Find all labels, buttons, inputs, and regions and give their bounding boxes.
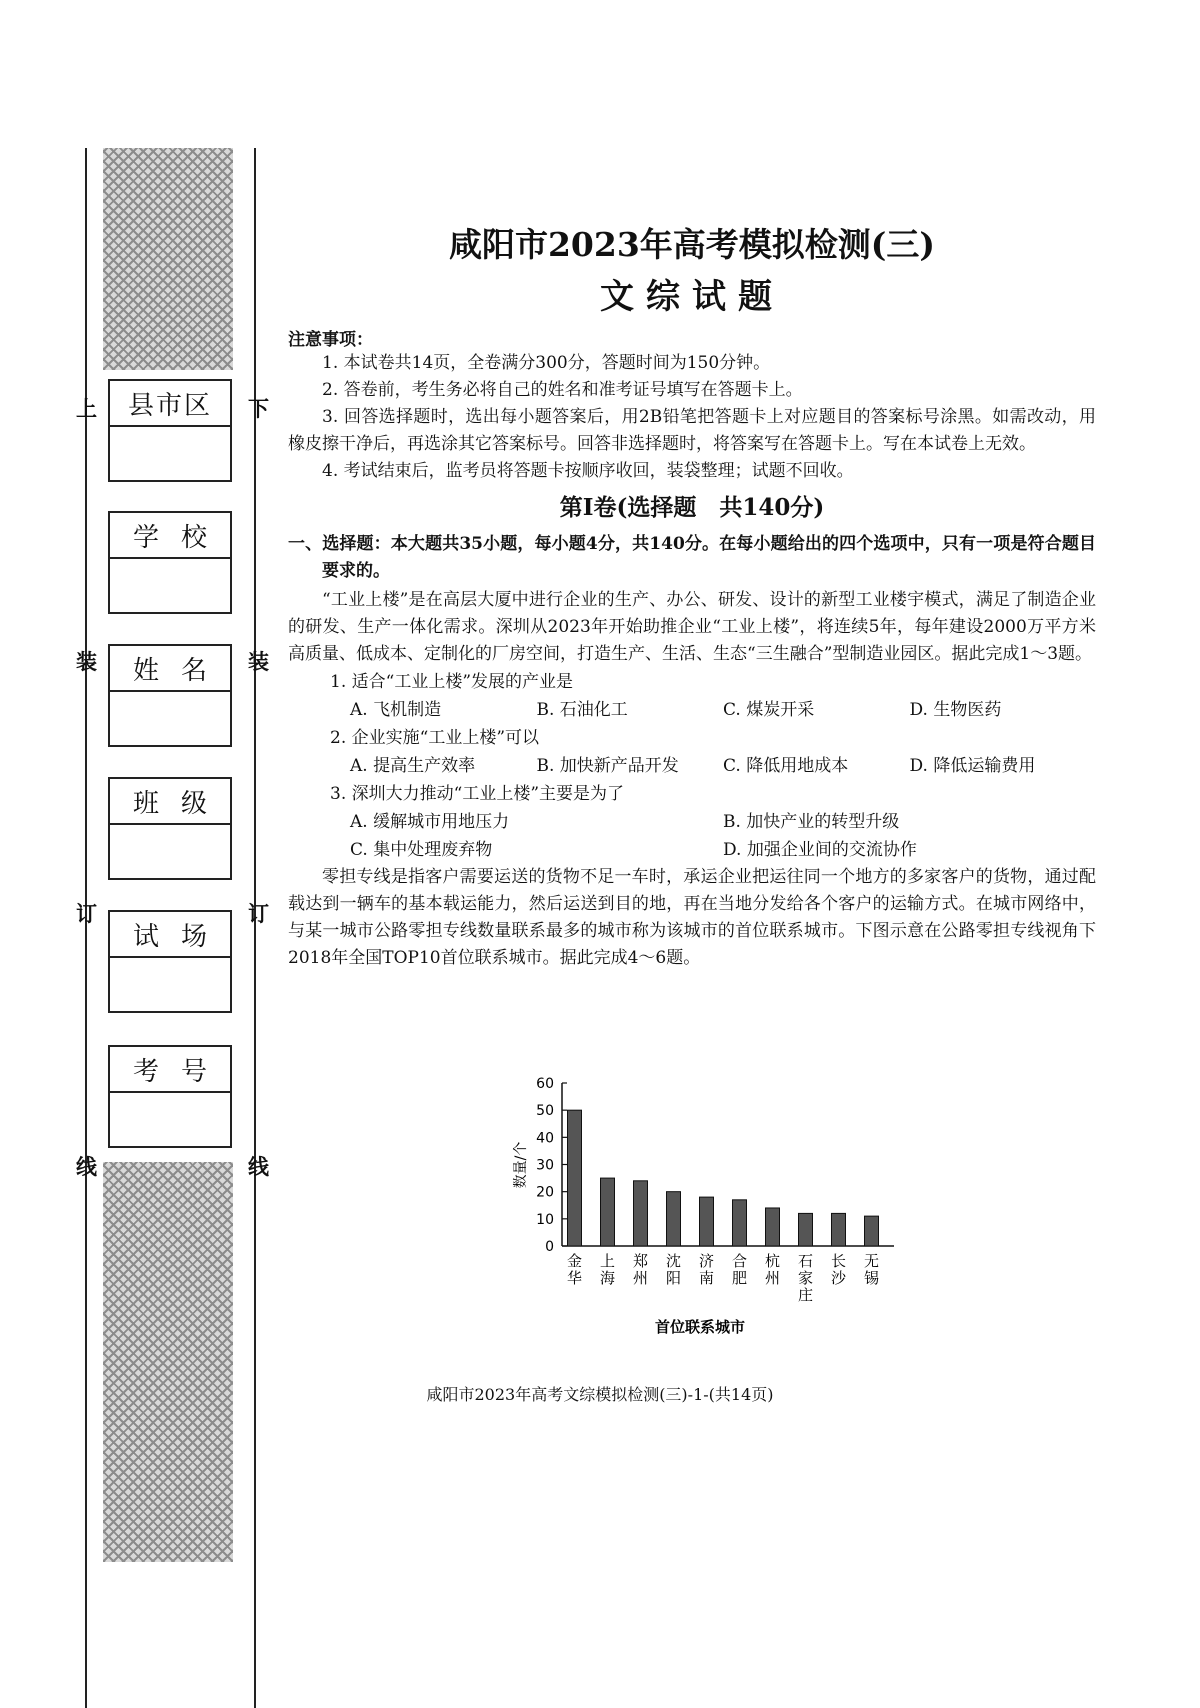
chart-category-label: 石家庄 [797,1252,814,1304]
chart-bars [568,1110,879,1246]
page-subtitle: 文综试题 [600,277,784,317]
side-label-xian-left: 线 [76,1154,97,1179]
page-title: 咸阳市2023年高考模拟检测(三) [448,225,936,264]
chart-y-tick-label: 0 [545,1239,554,1255]
chart-bar [700,1197,714,1246]
question-3-option-b[interactable]: B. 加快产业的转型升级 [723,812,900,832]
chart-y-tick-label: 40 [536,1130,554,1147]
chart-bar [733,1200,747,1246]
hatch-pattern-top [103,148,233,370]
section-instruction: 一、选择题：本大题共35小题，每小题4分，共140分。在每小题给出的四个选项中，只有一项是符合题目要求的。 [288,534,1096,581]
passage-2: 零担专线是指客户需要运送的货物不足一车时，承运企业把运往同一个地方的多家客户的货物，通过配载达到一辆车的基本载运能力，然后运送到目的地，再在当地分发给各个客户的运输方式。在城市网络中，与某一城市公路零担专线数量联系最多的城市称为该城市的首位联系城市。下图示意在公路零担专线视角下2018年全国TOP10首位联系城市。据此完成4～6题。 [288,867,1096,968]
note-item-2: 2. 答卷前，考生务必将自己的姓名和准考证号填写在答题卡上。 [322,380,803,400]
note-item-3: 3. 回答选择题时，选出每小题答案后，用2B铅笔把答题卡上对应题目的答案标号涂黑。如需改动，用橡皮擦干净后，再选涂其它答案标号。回答非选择题时，将答案写在答题卡上。写在本试卷上无效。 [288,407,1096,454]
chart-bar [799,1213,813,1246]
chart-y-tick-label: 50 [536,1103,554,1120]
side-label-zhuang-right: 装 [248,649,269,674]
question-1-option-a[interactable]: A. 飞机制造 [350,700,442,720]
chart-y-axis-label: 数量/个 [513,1141,529,1189]
field-county-label: 县市区 [110,381,230,427]
chart-category-label: 金华 [566,1252,583,1287]
side-label-ding-left: 订 [76,901,97,926]
field-class-label: 班级 [110,779,230,825]
chart-category-label: 无锡 [863,1252,880,1287]
hatch-pattern-bottom [103,1162,233,1562]
field-exam-number-label: 考号 [110,1047,230,1093]
chart-bar [667,1192,681,1246]
field-name [108,644,232,747]
field-county [108,379,232,482]
question-3-options-row-1 [288,808,1096,836]
chart-bar [865,1216,879,1246]
question-2-option-a[interactable]: A. 提高生产效率 [350,756,476,776]
notes-heading: 注意事项： [288,330,373,350]
chart-y-tick-label: 60 [536,1076,554,1092]
side-label-shang: 上 [76,396,97,421]
field-exam-room-input[interactable] [110,958,230,1011]
question-2-option-c[interactable]: C. 降低用地成本 [723,756,849,776]
field-class-input[interactable] [110,825,230,878]
field-name-label: 姓名 [110,646,230,692]
question-3-options-row-2 [288,836,1096,864]
question-3-option-d[interactable]: D. 加强企业间的交流协作 [723,840,917,860]
side-label-ding-right: 订 [248,901,269,926]
side-label-zhuang-left: 装 [76,649,97,674]
field-exam-number-input[interactable] [110,1093,230,1146]
chart-category-label: 长沙 [830,1252,847,1287]
field-exam-number [108,1045,232,1148]
field-county-input[interactable] [110,427,230,480]
field-exam-room-label: 试场 [110,912,230,958]
field-school-input[interactable] [110,559,230,612]
binding-line-left [85,148,87,1708]
chart-bar [601,1178,615,1246]
question-3-option-a[interactable]: A. 缓解城市用地压力 [350,812,510,832]
bar-chart-svg [500,1070,920,1340]
chart-y-tick-label: 10 [536,1211,554,1228]
chart-category-labels [567,1252,879,1304]
note-item-1: 1. 本试卷共14页，全卷满分300分，答题时间为150分钟。 [322,353,771,373]
question-1-stem: 1. 适合“工业上楼”发展的产业是 [330,672,574,692]
section-title: 第Ⅰ卷(选择题 共140分) [559,494,825,521]
chart-category-label: 郑州 [632,1252,649,1287]
bar-chart [500,1070,920,1340]
chart-y-tick-label: 30 [536,1157,554,1174]
chart-bar [832,1213,846,1246]
chart-y-tick-label: 20 [536,1184,554,1201]
chart-category-label: 济南 [698,1252,715,1287]
question-2-option-d[interactable]: D. 降低运输费用 [909,756,1036,776]
field-class [108,777,232,880]
field-name-input[interactable] [110,692,230,745]
chart-x-axis-label: 首位联系城市 [654,1318,746,1336]
question-1-option-d[interactable]: D. 生物医药 [909,700,1002,720]
question-3-stem: 3. 深圳大力推动“工业上楼”主要是为了 [330,784,625,804]
chart-category-label: 合肥 [731,1252,748,1287]
chart-bar [634,1181,648,1246]
question-2-options [288,752,1096,780]
question-1-options [288,696,1096,724]
chart-category-label: 沈阳 [665,1252,682,1287]
page-footer: 咸阳市2023年高考文综模拟检测(三)-1-(共14页) [426,1385,774,1404]
field-exam-room [108,910,232,1013]
question-2-stem: 2. 企业实施“工业上楼”可以 [330,728,540,748]
main-content [288,220,1096,972]
question-3-option-c[interactable]: C. 集中处理废弃物 [350,840,493,860]
chart-category-label: 上海 [599,1252,616,1287]
field-school-label: 学校 [110,513,230,559]
question-2-option-b[interactable]: B. 加快新产品开发 [536,756,679,776]
chart-bar [568,1110,582,1246]
question-1-option-c[interactable]: C. 煤炭开采 [723,700,815,720]
field-school [108,511,232,614]
note-item-4: 4. 考试结束后，监考员将答题卡按顺序收回，装袋整理；试题不回收。 [322,461,854,481]
chart-bar [766,1208,780,1246]
binding-line-right [254,148,256,1708]
side-label-xian-right: 线 [248,1154,269,1179]
chart-category-label: 杭州 [764,1252,781,1287]
passage-1: “工业上楼”是在高层大厦中进行企业的生产、办公、研发、设计的新型工业楼宇模式，满足了制造企业的研发、生产一体化需求。深圳从2023年开始助推企业“工业上楼”，将连续5年，每年建设2000万平方米高质量、低成本、定制化的厂房空间，打造生产、生活、生态“三生融合”型制造业园区。据此完成1～3题。 [288,590,1096,664]
side-label-xia: 下 [248,396,269,421]
question-1-option-b[interactable]: B. 石油化工 [536,700,628,720]
